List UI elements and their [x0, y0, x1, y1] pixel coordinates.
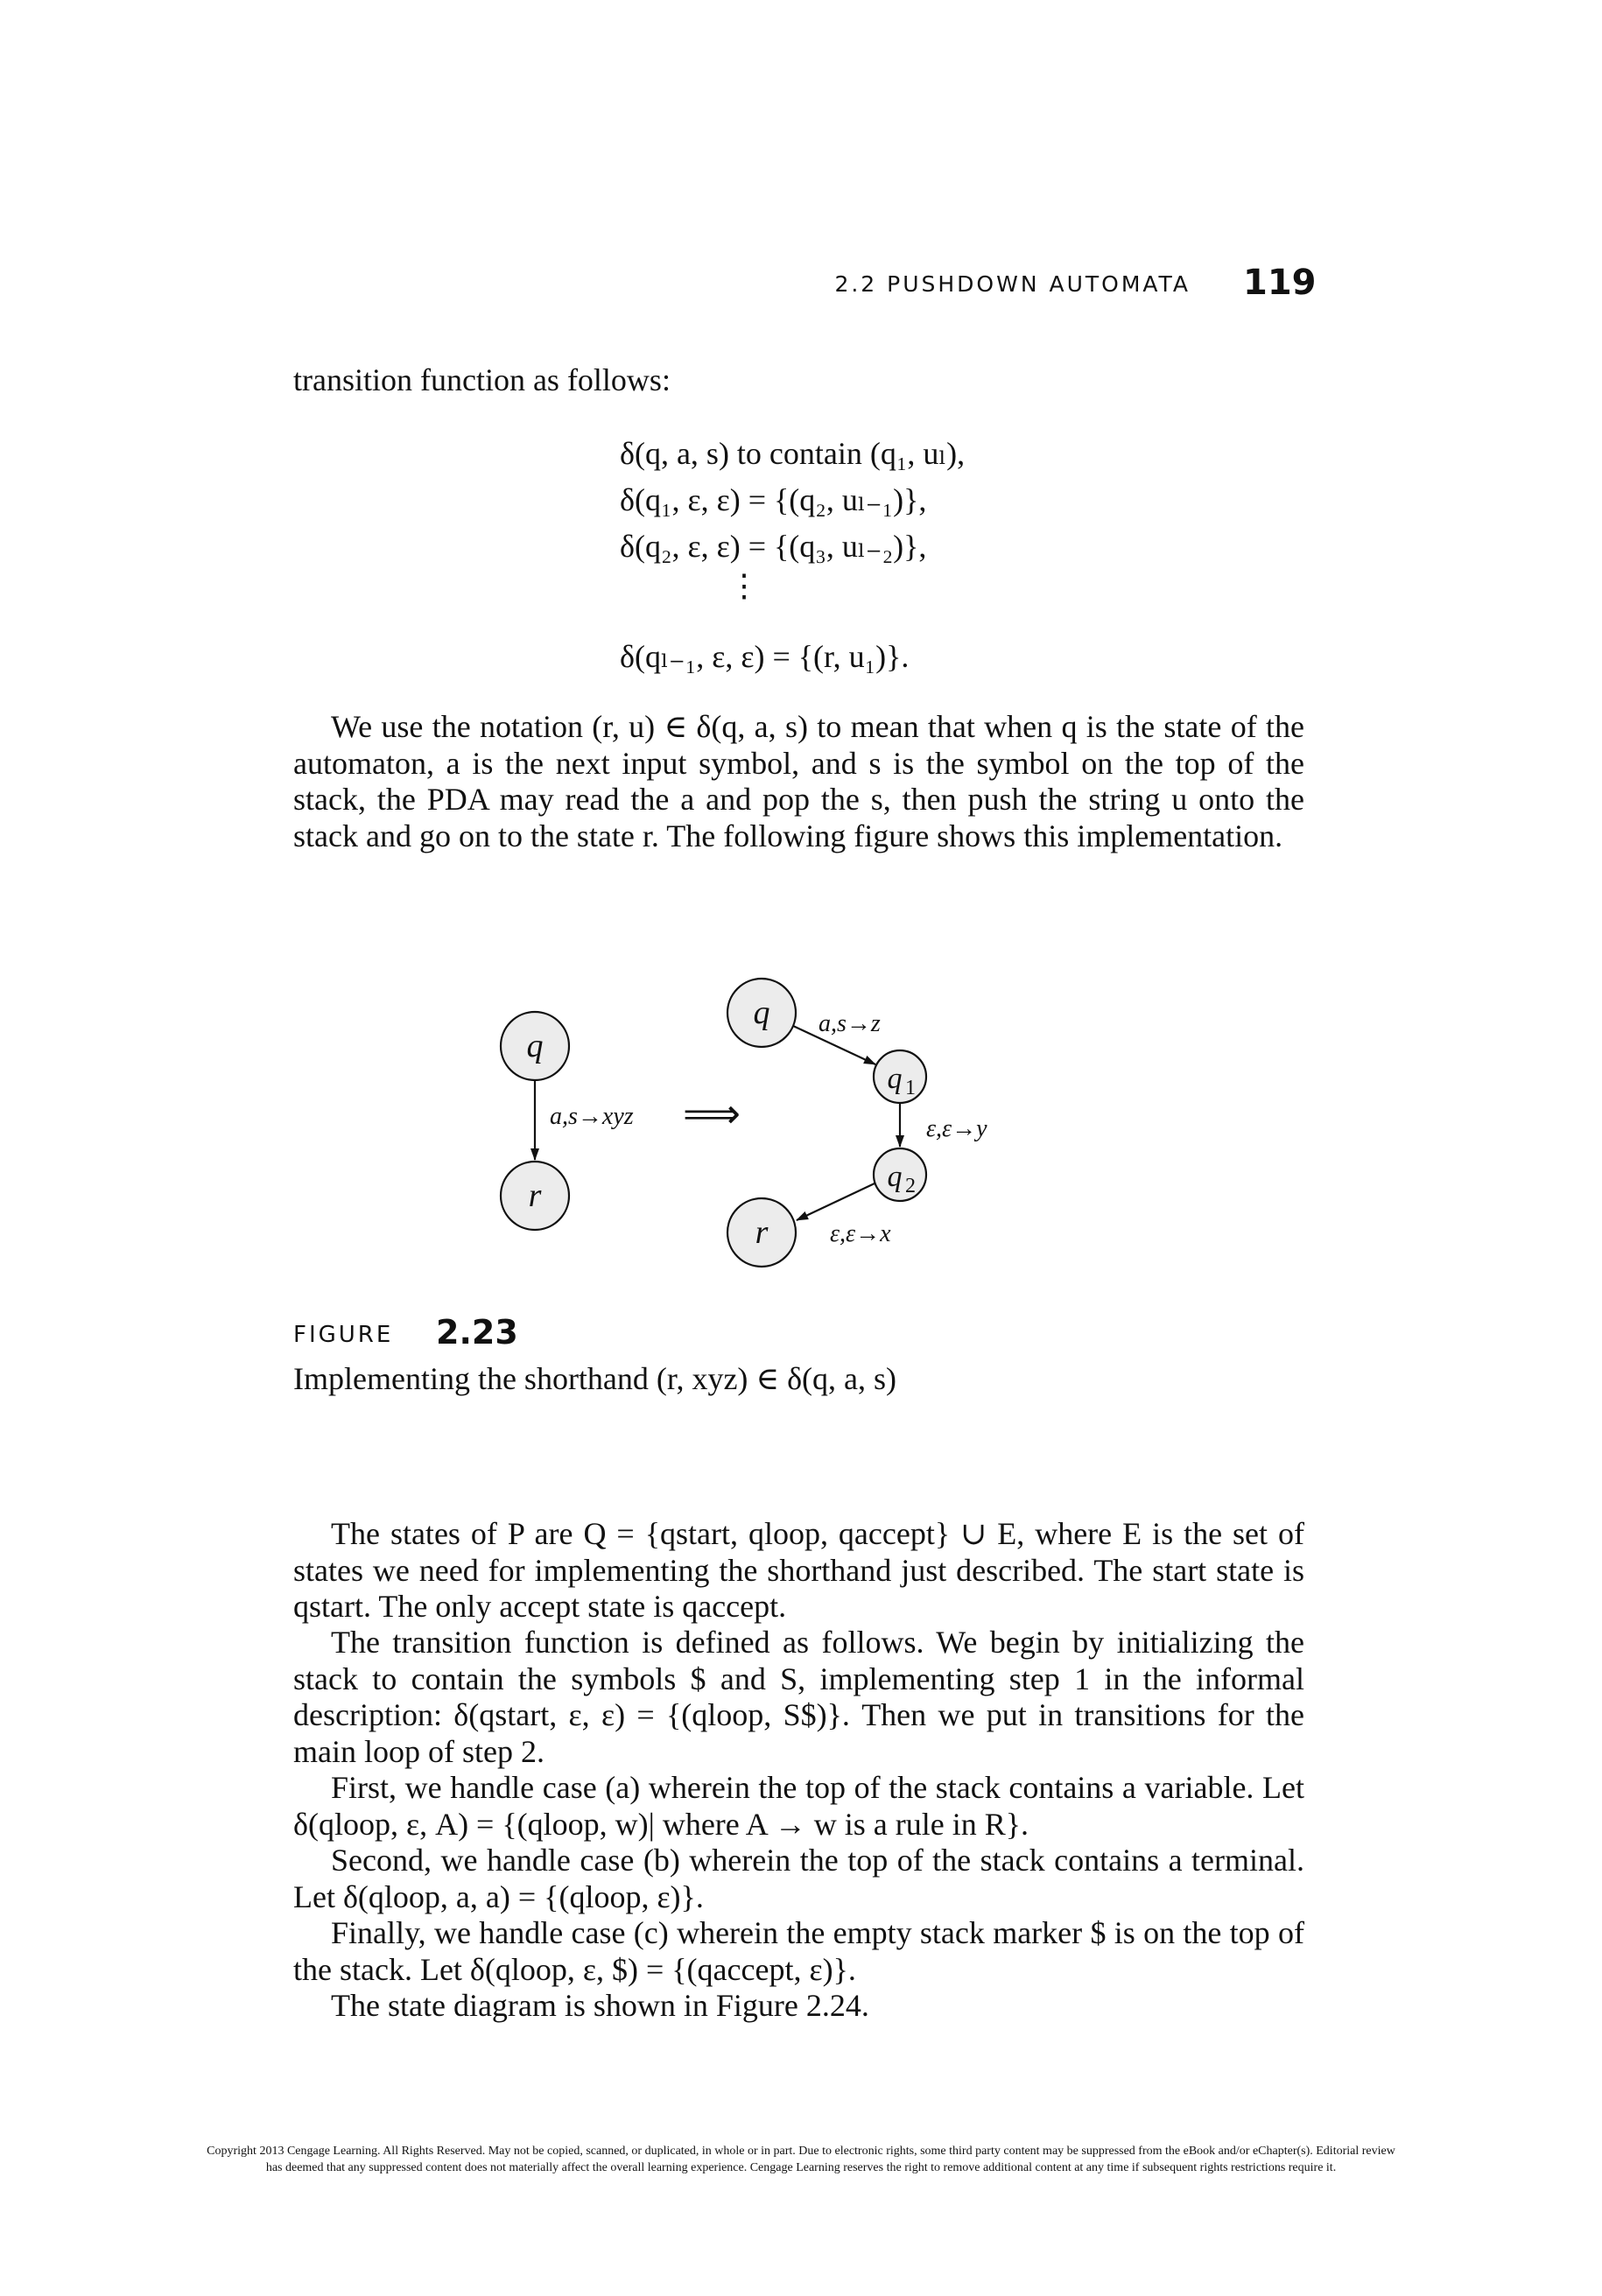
paragraph-states: The states of P are Q = {qstart, qloop, qaccept} ∪ E, where E is the set of states we need for implementing the shorthand just described. The start state is qstart. The only accept state is qaccept. — [293, 1516, 1304, 1624]
edge-label-q1-q2: ε,ε→y — [926, 1115, 987, 1142]
figure-number: 2.23 — [436, 1313, 518, 1352]
running-header-section: 2.2 PUSHDOWN AUTOMATA — [834, 271, 1191, 297]
equation-2: δ(q₁, ε, ε) = {(q₂, uₗ₋₁)}, — [620, 482, 927, 517]
vertical-ellipsis: ⋮ — [728, 568, 760, 603]
copyright-notice: Copyright 2013 Cengage Learning. All Rights Reserved. May not be copied, scanned, or duplicated, in whole or in part. Due to electronic rights, some third party content may be suppressed from the eBook and/or eChapter(s). Editorial review has deemed that any suppressed content does not materially affect the overall learning experience. Cengage Learning reserves the right to remove additional content at any time if subsequent rights restrictions require it. — [207, 2145, 1395, 2174]
paragraph-case-c: Finally, we handle case (c) wherein the empty stack marker $ is on the top of the stack. Let δ(qloop, ε, $) = {(qaccept, ε)}. — [293, 1915, 1304, 1987]
intro-line: transition function as follows: — [293, 362, 671, 397]
label-state-r-right: r — [755, 1214, 769, 1251]
page-number: 119 — [1243, 263, 1317, 303]
edge-label-q2-r: ε,ε→x — [830, 1220, 891, 1247]
edge-label-q-q1: a,s→z — [819, 1010, 881, 1037]
paragraph-case-b: Second, we handle case (b) wherein the top of the stack contains a terminal. Let δ(qloop, a, a) = {(qloop, ε)}. — [293, 1843, 1304, 1914]
label-state-q2: q — [887, 1161, 903, 1193]
edge-q2-to-r — [797, 1183, 875, 1220]
label-state-q-right: q — [753, 994, 770, 1031]
paragraph-notation: We use the notation (r, u) ∈ δ(q, a, s) to mean that when q is the state of the automaton, a is the next input symbol, and s is the symbol on the top of the stack, the PDA may read the a and pop the s, then push the string u onto the stack and go on to the state r. The following figure shows this implementation. — [293, 709, 1304, 853]
edge-label-left: a,s→xyz — [550, 1103, 634, 1130]
paragraph-case-a: First, we handle case (a) wherein the top of the stack contains a variable. Let δ(qloop, ε, A) = {(qloop, w)| where A → w is a rule in R}. — [293, 1770, 1304, 1842]
figure-label: FIGURE — [293, 1322, 394, 1348]
label-state-q1: q — [887, 1063, 903, 1095]
equation-1: δ(q, a, s) to contain (q₁, uₗ), — [620, 436, 966, 471]
label-state-r-left: r — [528, 1177, 542, 1214]
equation-4: δ(qₗ₋₁, ε, ε) = {(r, u₁)}. — [620, 639, 910, 674]
figure-caption: Implementing the shorthand (r, xyz) ∈ δ(q, a, s) — [293, 1361, 896, 1396]
subscript-q1: 1 — [905, 1077, 916, 1099]
implies-arrow: ⟹ — [683, 1090, 741, 1137]
paragraph-state-diagram: The state diagram is shown in Figure 2.24. — [331, 1988, 869, 2023]
equation-3: δ(q₂, ε, ε) = {(q₃, uₗ₋₂)}, — [620, 529, 927, 564]
subscript-q2: 2 — [905, 1175, 916, 1197]
label-state-q-left: q — [526, 1028, 544, 1064]
paragraph-transition: The transition function is defined as follows. We begin by initializing the stack to contain the symbols $ and S, implementing step 1 in the informal description: δ(qstart, ε, ε) = {(qloop, S$)}. Then we put in transitions for the main loop of step 2. — [293, 1625, 1304, 1769]
